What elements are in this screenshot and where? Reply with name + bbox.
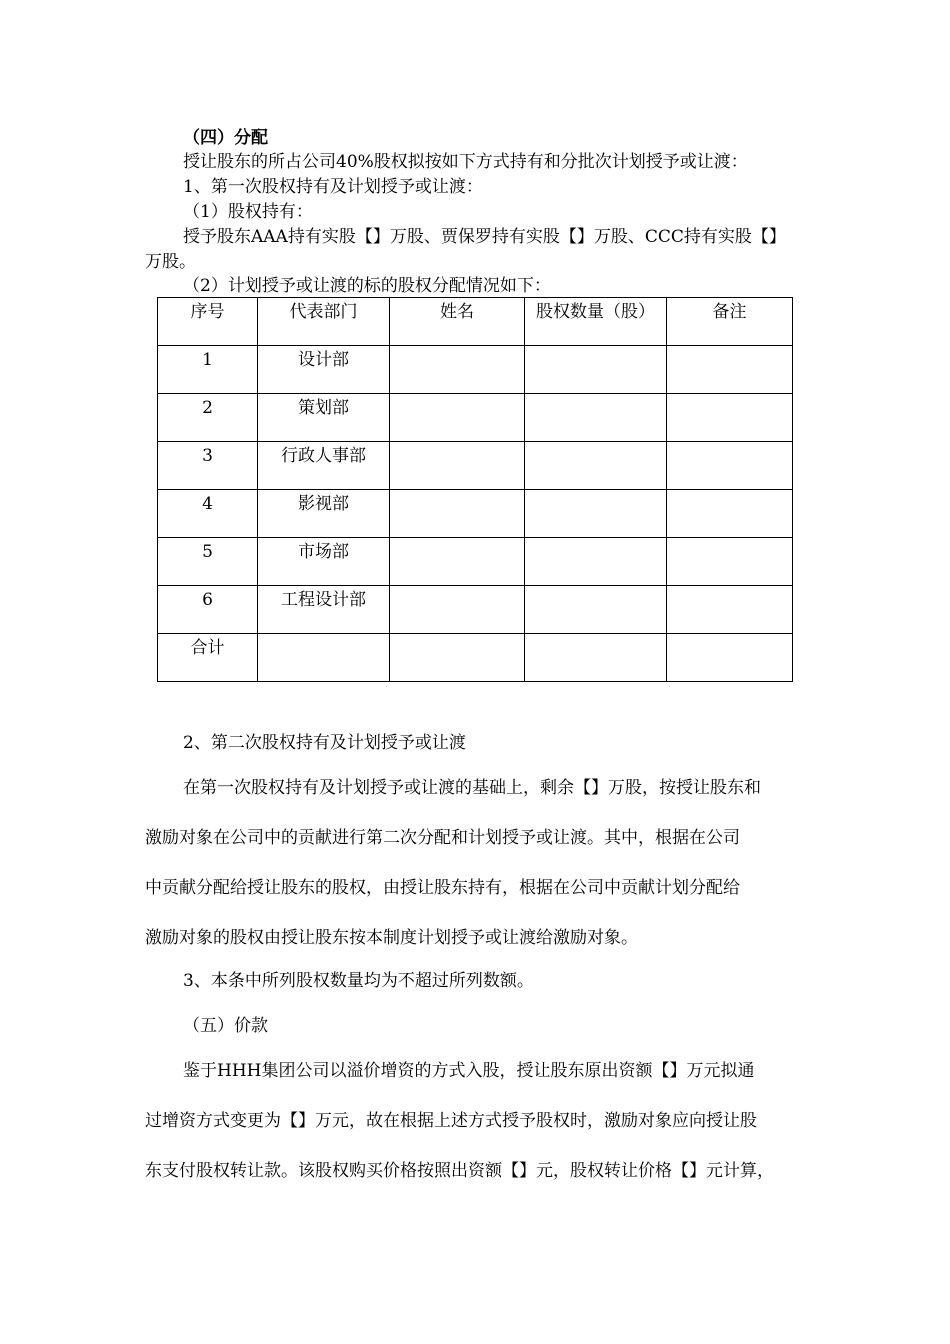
item-3-text: 3、本条中所列股权数量均为不超过所列数额。 <box>183 971 534 991</box>
table-row <box>158 394 793 442</box>
row-number: 合计 <box>158 634 258 682</box>
row-department: 策划部 <box>258 394 390 442</box>
row-department <box>258 634 390 682</box>
row-name <box>390 586 525 634</box>
row-number: 3 <box>158 442 258 490</box>
table-row <box>158 442 793 490</box>
row-remarks <box>667 538 793 586</box>
section-4-heading: （四）分配 <box>183 128 268 148</box>
table-row <box>158 538 793 586</box>
sub-1-line-2: 万股。 <box>145 252 196 272</box>
row-shares <box>525 442 667 490</box>
row-shares <box>525 586 667 634</box>
row-department: 市场部 <box>258 538 390 586</box>
row-remarks <box>667 394 793 442</box>
row-number: 1 <box>158 346 258 394</box>
row-name <box>390 490 525 538</box>
row-number: 2 <box>158 394 258 442</box>
allocation-table <box>157 297 793 682</box>
row-remarks <box>667 346 793 394</box>
section-5-paragraph-line: 鉴于HHH集团公司以溢价增资的方式入股，授让股东原出资额【】万元拟通 <box>183 1061 755 1081</box>
row-name <box>390 394 525 442</box>
sub-1-line-1: 授予股东AAA持有实股【】万股、贾保罗持有实股【】万股、CCC持有实股【】 <box>183 227 786 247</box>
table-row <box>158 346 793 394</box>
row-number: 6 <box>158 586 258 634</box>
item-2-paragraph-line: 在第一次股权持有及计划授予或让渡的基础上，剩余【】万股，按授让股东和 <box>183 778 761 798</box>
row-number: 5 <box>158 538 258 586</box>
row-department: 工程设计部 <box>258 586 390 634</box>
table-row <box>158 586 793 634</box>
row-remarks <box>667 586 793 634</box>
item-2-paragraph-line: 激励对象的股权由授让股东按本制度计划授予或让渡给激励对象。 <box>145 928 638 948</box>
row-shares <box>525 538 667 586</box>
item-1-title: 1、第一次股权持有及计划授予或让渡： <box>183 177 483 197</box>
row-department: 设计部 <box>258 346 390 394</box>
sub-1-title: （1）股权持有： <box>183 202 313 222</box>
row-name <box>390 538 525 586</box>
row-department: 影视部 <box>258 490 390 538</box>
header-cell: 股权数量（股） <box>525 298 667 346</box>
section-5-paragraph-line: 东支付股权转让款。该股权购买价格按照出资额【】元，股权转让价格【】元计算， <box>145 1161 774 1181</box>
row-shares <box>525 490 667 538</box>
section-5-heading: （五）价款 <box>183 1016 268 1036</box>
row-remarks <box>667 442 793 490</box>
row-name <box>390 346 525 394</box>
header-cell: 代表部门 <box>258 298 390 346</box>
item-2-paragraph-line: 激励对象在公司中的贡献进行第二次分配和计划授予或让渡。其中，根据在公司 <box>145 828 740 848</box>
section-4-intro: 授让股东的所占公司40%股权拟按如下方式持有和分批次计划授予或让渡： <box>183 152 748 172</box>
row-shares <box>525 634 667 682</box>
header-cell: 序号 <box>158 298 258 346</box>
row-remarks <box>667 634 793 682</box>
table-header-row <box>158 298 793 346</box>
section-5-paragraph-line: 过增资方式变更为【】万元，故在根据上述方式授予股权时，激励对象应向授让股 <box>145 1111 757 1131</box>
row-shares <box>525 394 667 442</box>
row-department: 行政人事部 <box>258 442 390 490</box>
table-row <box>158 490 793 538</box>
row-name <box>390 442 525 490</box>
sub-2-title: （2）计划授予或让渡的标的股权分配情况如下： <box>183 276 551 296</box>
table-total-row <box>158 634 793 682</box>
item-2-title: 2、第二次股权持有及计划授予或让渡 <box>183 733 466 753</box>
row-shares <box>525 346 667 394</box>
row-remarks <box>667 490 793 538</box>
header-cell: 备注 <box>667 298 793 346</box>
row-number: 4 <box>158 490 258 538</box>
header-cell: 姓名 <box>390 298 525 346</box>
item-2-paragraph-line: 中贡献分配给授让股东的股权，由授让股东持有，根据在公司中贡献计划分配给 <box>145 878 740 898</box>
row-name <box>390 634 525 682</box>
